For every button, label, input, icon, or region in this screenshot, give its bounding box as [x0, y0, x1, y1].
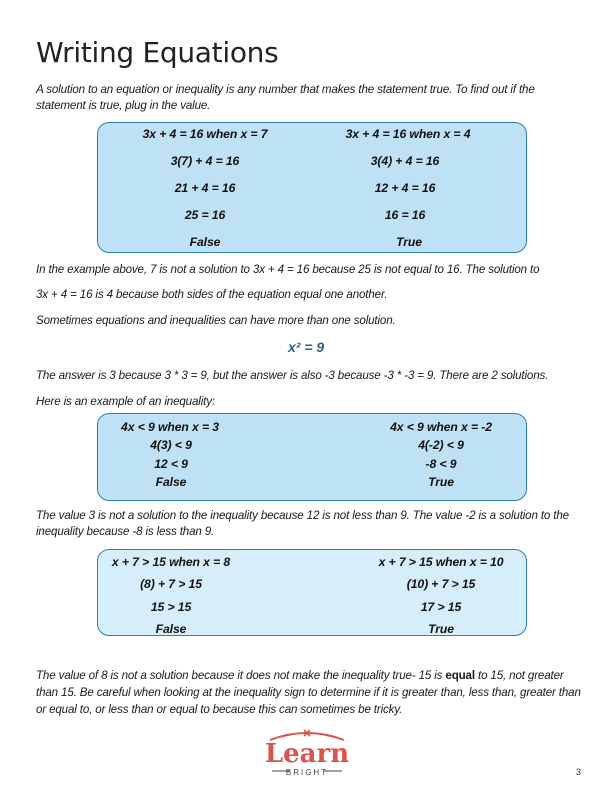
box3-right-line: (10) + 7 > 15 — [406, 577, 476, 591]
paragraph-explanation-1b: 3x + 4 = 16 is 4 because both sides of the equation equal one another. — [36, 288, 388, 301]
box3-left-line: False — [155, 622, 187, 636]
box1-left-line: 3(7) + 4 = 16 — [170, 154, 240, 168]
page-number: 3 — [576, 767, 582, 777]
box1-right-line: 3x + 4 = 16 when x = 4 — [345, 127, 471, 141]
box1-right-line: 3(4) + 4 = 16 — [370, 154, 440, 168]
conclusion-emphasis-equal: equal — [445, 669, 475, 682]
box1-left-line: 21 + 4 = 16 — [174, 181, 236, 195]
box2-left-line: 4(3) < 9 — [150, 438, 192, 452]
box1-right-line: True — [396, 235, 422, 249]
box2-right-line: -8 < 9 — [425, 457, 457, 471]
paragraph-conclusion — [36, 667, 581, 718]
box3-right-line: True — [428, 622, 454, 636]
box2-left-line: 4x < 9 when x = 3 — [121, 420, 219, 434]
box3-left-line: (8) + 7 > 15 — [140, 577, 202, 591]
box1-right-line: 12 + 4 = 16 — [374, 181, 436, 195]
paragraph-inequality-intro: Here is an example of an inequality: — [36, 395, 215, 408]
learn-bright-logo — [252, 728, 362, 780]
box3-left-line: 15 > 15 — [150, 600, 192, 614]
box3-right-line: 17 > 15 — [420, 600, 462, 614]
example-equation-x-squared: x² = 9 — [288, 339, 325, 355]
example-box-equation — [97, 122, 527, 253]
box2-right-line: 4(-2) < 9 — [418, 438, 464, 452]
box1-left-line: 3x + 4 = 16 when x = 7 — [142, 127, 268, 141]
box3-left-line: x + 7 > 15 when x = 8 — [111, 555, 231, 569]
paragraph-multiple-solutions: Sometimes equations and inequalities can have more than one solution. — [36, 314, 396, 327]
conclusion-text-start: The value of 8 is not a solution because it does not make the inequality true- 15 is — [36, 669, 446, 682]
logo-word: Learn — [264, 739, 350, 769]
paragraph-explanation-1a: In the example above, 7 is not a solution to 3x + 4 = 16 because 25 is not equal to 16. The solution to — [36, 263, 540, 276]
box3-right-line: x + 7 > 15 when x = 10 — [378, 555, 504, 569]
box2-left-line: 12 < 9 — [154, 457, 188, 471]
paragraph-inequality-explanation: The value 3 is not a solution to the inequality because 12 is not less than 9. The value -2 is a solution to the inequality because -8 is less than 9. — [36, 509, 569, 538]
box2-right-line: True — [428, 475, 454, 489]
paragraph-two-solutions: The answer is 3 because 3 * 3 = 9, but the answer is also -3 because -3 * -3 = 9. There are 2 solutions. — [36, 369, 549, 382]
intro-paragraph: A solution to an equation or inequality is any number that makes the statement true. To find out if the statement is true, plug in the value. — [36, 83, 535, 112]
logo-swoosh-icon — [252, 728, 362, 780]
box2-right-line: 4x < 9 when x = -2 — [390, 420, 492, 434]
box1-left-line: False — [189, 235, 221, 249]
page-title: Writing Equations — [36, 36, 279, 69]
conclusion-text-end: to 15, not greater than 15. Be careful when looking at the inequality sign to determine if it is greater than, less than, greater than or equal to, or less than or equal to because this can sometimes be tricky. — [36, 669, 581, 716]
box2-left-line: False — [155, 475, 187, 489]
box1-right-line: 16 = 16 — [384, 208, 426, 222]
logo-subtext: BRIGHT — [285, 768, 329, 777]
box1-left-line: 25 = 16 — [184, 208, 226, 222]
